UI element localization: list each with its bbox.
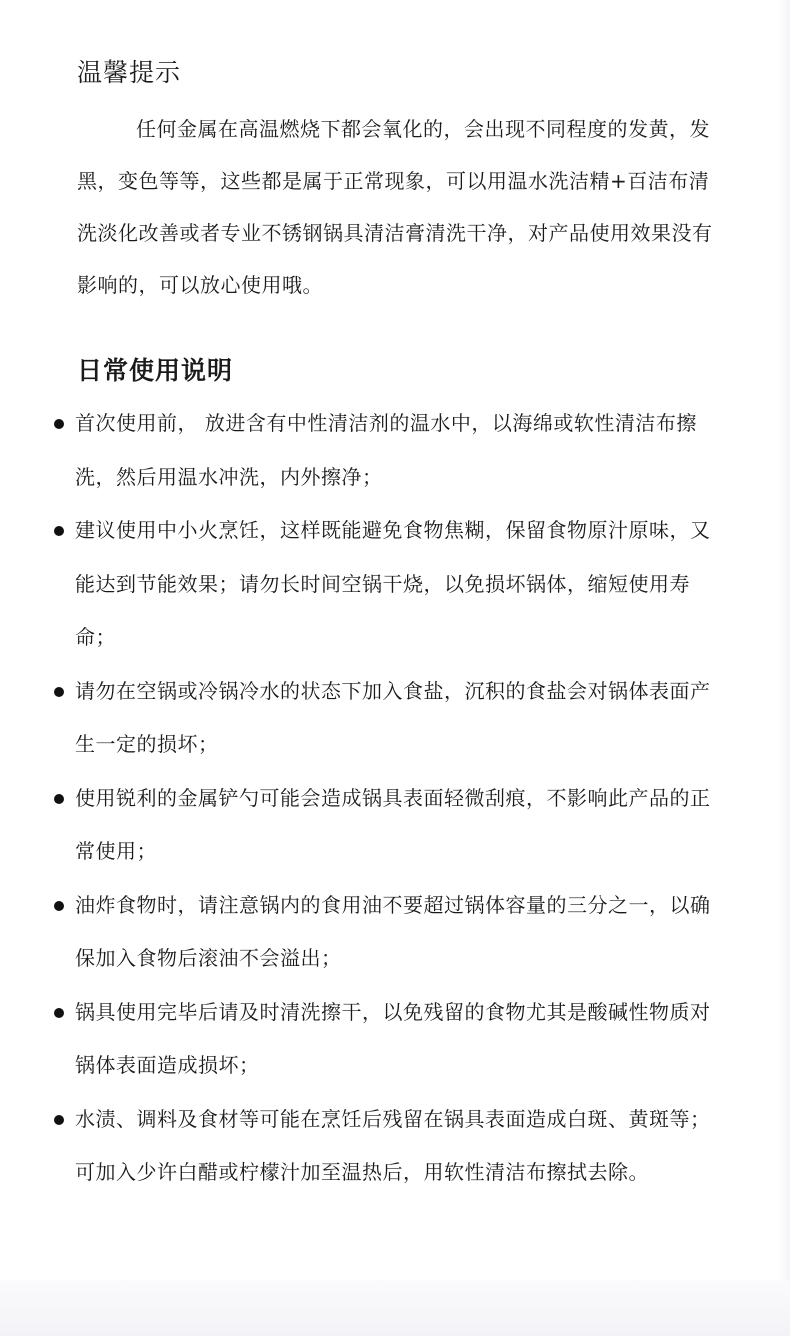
bullet-icon	[54, 1115, 64, 1125]
tip-title: 温馨提示	[77, 58, 182, 87]
list-item-text: 锅具使用完毕后请及时清洗擦干，以免残留的食物尤其是酸碱性物质对锅体表面造成损坏；	[75, 999, 711, 1077]
list-item-text: 使用锐利的金属铲勺可能会造成锅具表面轻微刮痕，不影响此产品的正常使用；	[75, 785, 711, 863]
list-item-text: 请勿在空锅或冷锅冷水的状态下加入食盐，沉积的食盐会对锅体表面产生一定的损坏；	[75, 678, 711, 756]
usage-list	[54, 397, 719, 1200]
list-item-text: 首次使用前， 放进含有中性清洁剂的温水中，以海绵或软性清洁布擦洗，然后用温水冲洗，内外擦净；	[75, 411, 697, 489]
list-item	[54, 397, 719, 504]
list-item	[54, 504, 719, 665]
bullet-icon	[54, 794, 64, 804]
bullet-icon	[54, 419, 64, 429]
tip-paragraph: 任何金属在高温燃烧下都会氧化的，会出现不同程度的发黄，发黑，变色等等，这些都是属于正常现象，可以用温水洗洁精+百洁布清洗淡化改善或者专业不锈钢锅具清洁膏清洗干净，对产品使用效果没有影响的，可以放心使用哦。	[77, 117, 713, 297]
bullet-icon	[54, 901, 64, 911]
list-item-text: 油炸食物时，请注意锅内的食用油不要超过锅体容量的三分之一，以确保加入食物后滚油不会溢出；	[75, 892, 711, 970]
list-item	[54, 986, 719, 1093]
list-item-text: 水渍、调料及食材等可能在烹饪后残留在锅具表面造成白斑、黄斑等；可加入少许白醋或柠檬汁加至温热后，用软性清洁布擦拭去除。	[75, 1106, 711, 1184]
list-item	[54, 1093, 719, 1200]
bullet-icon	[54, 526, 64, 536]
usage-title: 日常使用说明	[77, 356, 234, 385]
list-item-text: 建议使用中小火烹饪，这样既能避免食物焦糊，保留食物原汁原味，又能达到节能效果；请勿长时间空锅干烧，以免损坏锅体，缩短使用寿命；	[75, 518, 711, 649]
bottom-band	[0, 1280, 790, 1336]
list-item	[54, 879, 719, 986]
list-item	[54, 665, 719, 772]
list-item	[54, 772, 719, 879]
bullet-icon	[54, 1008, 64, 1018]
bullet-icon	[54, 687, 64, 697]
page-edge-shade	[778, 0, 790, 1336]
